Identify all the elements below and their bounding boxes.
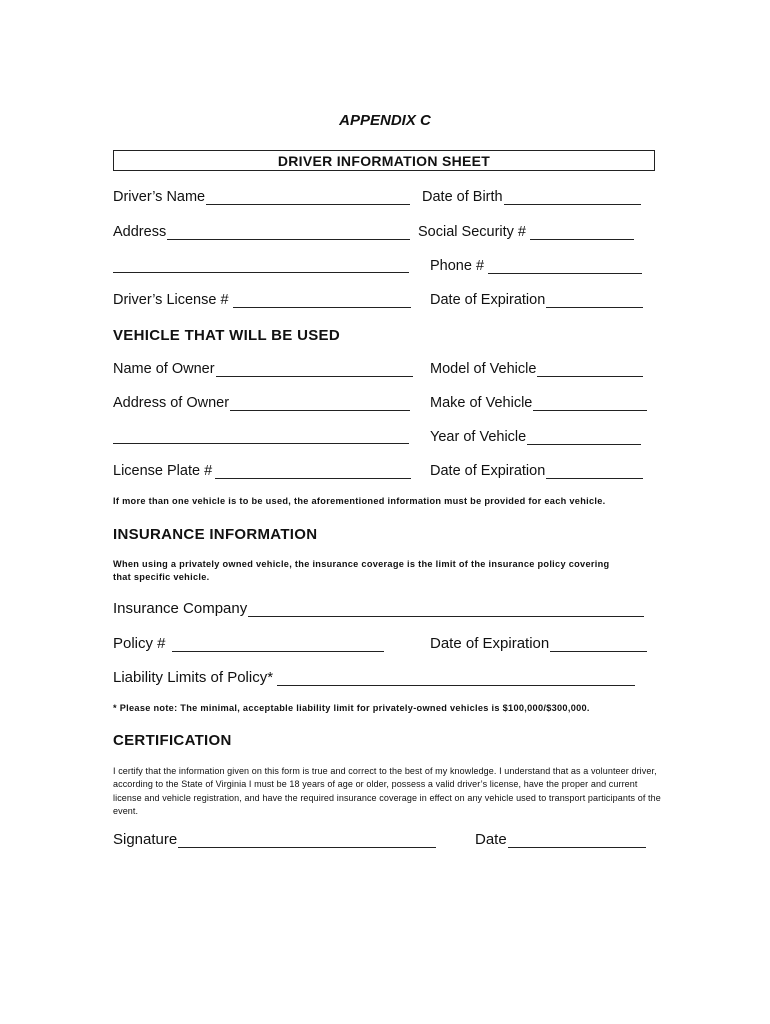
owner-address-line-2-field[interactable] — [113, 429, 409, 444]
plate-expiration-label: Date of Expiration — [430, 463, 546, 479]
owner-address-line[interactable] — [230, 396, 410, 411]
insurance-heading: INSURANCE INFORMATION — [113, 526, 318, 543]
license-expiration-label: Date of Expiration — [430, 292, 546, 308]
license-plate-line[interactable] — [215, 464, 411, 479]
drivers-license-label: Driver’s License # — [113, 292, 229, 308]
signature-field[interactable] — [113, 831, 436, 848]
plate-expiration-field[interactable] — [430, 463, 643, 479]
liability-limits-label: Liability Limits of Policy* — [113, 669, 274, 686]
vehicle-year-line[interactable] — [527, 430, 641, 445]
address-line-2-field[interactable] — [113, 258, 409, 273]
vehicle-year-label: Year of Vehicle — [430, 429, 527, 445]
owner-address-field[interactable] — [113, 395, 410, 411]
date-of-birth-label: Date of Birth — [422, 189, 503, 205]
certification-heading: CERTIFICATION — [113, 732, 232, 749]
multiple-vehicle-note: If more than one vehicle is to be used, the aforementioned information must be provided for each vehicle. — [113, 496, 606, 506]
insurance-note-line-1: When using a privately owned vehicle, the insurance coverage is the limit of the insurance policy covering — [113, 559, 610, 569]
insurance-company-line[interactable] — [248, 602, 644, 617]
owner-address-line-2[interactable] — [113, 429, 409, 444]
insurance-note-line-2: that specific vehicle. — [113, 572, 210, 582]
signature-date-label: Date — [475, 831, 507, 848]
address-field[interactable] — [113, 224, 410, 240]
liability-limits-line[interactable] — [277, 671, 635, 686]
liability-please-note: * Please note: The minimal, acceptable liability limit for privately-owned vehicles is $100,000/$300,000. — [113, 703, 590, 713]
plate-expiration-line[interactable] — [546, 464, 643, 479]
appendix-title: APPENDIX C — [339, 112, 431, 129]
address-line[interactable] — [167, 225, 410, 240]
date-of-birth-field[interactable] — [422, 189, 641, 205]
drivers-name-field[interactable] — [113, 189, 410, 205]
drivers-name-label: Driver’s Name — [113, 189, 206, 205]
license-expiration-line[interactable] — [546, 293, 643, 308]
vehicle-make-line[interactable] — [533, 396, 647, 411]
vehicle-heading: VEHICLE THAT WILL BE USED — [113, 327, 340, 344]
owner-name-label: Name of Owner — [113, 361, 215, 377]
policy-number-label: Policy # — [113, 635, 166, 652]
owner-name-line[interactable] — [216, 362, 413, 377]
drivers-name-line[interactable] — [206, 190, 410, 205]
vehicle-make-label: Make of Vehicle — [430, 395, 533, 411]
social-security-line[interactable] — [530, 225, 634, 240]
phone-line[interactable] — [488, 259, 642, 274]
social-security-label: Social Security # — [418, 224, 526, 240]
signature-label: Signature — [113, 831, 178, 848]
vehicle-year-field[interactable] — [430, 429, 641, 445]
address-label: Address — [113, 224, 167, 240]
phone-label: Phone # — [430, 258, 485, 274]
license-expiration-field[interactable] — [430, 292, 643, 308]
license-plate-field[interactable] — [113, 463, 411, 479]
drivers-license-field[interactable] — [113, 292, 411, 308]
vehicle-model-label: Model of Vehicle — [430, 361, 537, 377]
policy-expiration-line[interactable] — [550, 637, 647, 652]
owner-address-label: Address of Owner — [113, 395, 230, 411]
vehicle-model-line[interactable] — [537, 362, 643, 377]
policy-number-line[interactable] — [172, 637, 384, 652]
vehicle-model-field[interactable] — [430, 361, 643, 377]
insurance-company-label: Insurance Company — [113, 600, 248, 617]
policy-number-field[interactable] — [113, 635, 384, 652]
signature-line[interactable] — [178, 833, 436, 848]
liability-limits-field[interactable] — [113, 669, 635, 686]
signature-date-field[interactable] — [475, 831, 646, 848]
social-security-field[interactable] — [418, 224, 634, 240]
owner-name-field[interactable] — [113, 361, 413, 377]
drivers-license-line[interactable] — [233, 293, 411, 308]
date-of-birth-line[interactable] — [504, 190, 641, 205]
policy-expiration-field[interactable] — [430, 635, 647, 652]
phone-field[interactable] — [430, 258, 642, 274]
sheet-title: DRIVER INFORMATION SHEET — [113, 150, 655, 171]
signature-date-line[interactable] — [508, 833, 646, 848]
insurance-company-field[interactable] — [113, 600, 644, 617]
certification-text: I certify that the information given on this form is true and correct to the best of my knowledge. I understand that as a volunteer driver, according to the State of Virginia I must be 18 years of age or older, possess a valid driver’s license, have the proper and current license and vehicle registration, and have the required insurance coverage in effect on any vehicle used to transport participants of the event. — [113, 766, 661, 816]
vehicle-make-field[interactable] — [430, 395, 647, 411]
address-line-2[interactable] — [113, 258, 409, 273]
policy-expiration-label: Date of Expiration — [430, 635, 550, 652]
license-plate-label: License Plate # — [113, 463, 213, 479]
